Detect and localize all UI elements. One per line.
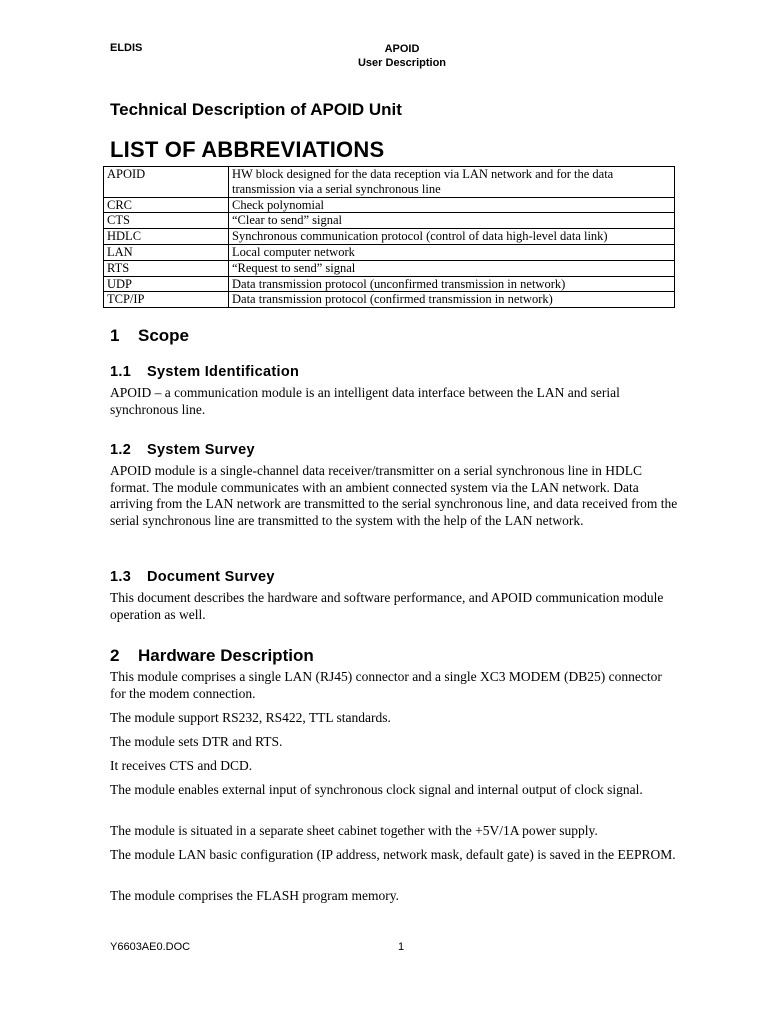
section-number: 1.1 (110, 364, 132, 380)
section-title: System Identification (147, 364, 300, 380)
abbr-definition: Check polynomial (229, 197, 675, 213)
footer-filename: Y6603AE0.DOC (110, 941, 191, 953)
page-number: 1 (398, 941, 405, 953)
section-title: System Survey (147, 442, 255, 458)
header-document-info (300, 42, 504, 70)
header-subtitle: User Description (357, 57, 447, 69)
hardware-paragraph: The module sets DTR and RTS. (110, 734, 283, 749)
section-1-heading (110, 326, 189, 346)
section-1-3-heading (110, 569, 275, 585)
table-row (104, 276, 675, 292)
abbr-term: LAN (104, 244, 229, 260)
abbr-term: TCP/IP (104, 292, 229, 308)
section-number: 2 (110, 646, 120, 665)
hardware-paragraph: The module comprises the FLASH program memory. (110, 888, 399, 903)
section-title: Document Survey (147, 569, 275, 585)
hardware-paragraph: It receives CTS and DCD. (110, 758, 253, 773)
table-row (104, 197, 675, 213)
hardware-paragraph: The module is situated in a separate sheet cabinet together with the +5V/1A power supply. (110, 823, 598, 838)
abbreviations-table (103, 166, 675, 308)
section-1-2-text: APOID module is a single-channel data receiver/transmitter on a serial synchronous line in HDLC format. The module communicates with an ambient connected system via the LAN network. Data arriving from the LAN network are transmitted to the serial synchronous line, and data received from the serial synchronous line are transmitted to the system with the help of the LAN network. (110, 463, 678, 528)
abbr-definition: “Request to send” signal (229, 260, 675, 276)
hardware-paragraph: This module comprises a single LAN (RJ45) connector and a single XC3 MODEM (DB25) connector for the modem connection. (110, 669, 662, 701)
abbr-term: APOID (104, 167, 229, 198)
header-company: ELDIS (110, 42, 143, 54)
section-1-1-heading (110, 364, 299, 380)
table-row (104, 229, 675, 245)
hardware-paragraph: The module support RS232, RS422, TTL standards. (110, 710, 391, 725)
table-row (104, 244, 675, 260)
abbr-term: CTS (104, 213, 229, 229)
document-title: Technical Description of APOID Unit (110, 100, 402, 119)
section-number: 1.3 (110, 569, 132, 585)
section-number: 1 (110, 326, 120, 345)
section-2-heading (110, 646, 314, 666)
section-title: Scope (138, 326, 190, 345)
abbr-definition: HW block designed for the data reception via LAN network and for the data transmission via a serial synchronous line (229, 167, 675, 198)
section-1-1-text: APOID – a communication module is an intelligent data interface between the LAN and serial synchronous line. (110, 385, 620, 417)
table-row (104, 213, 675, 229)
abbr-definition: Data transmission protocol (unconfirmed transmission in network) (229, 276, 675, 292)
abbreviations-heading: LIST OF ABBREVIATIONS (110, 137, 385, 162)
abbr-term: RTS (104, 260, 229, 276)
table-row (104, 292, 675, 308)
abbr-term: UDP (104, 276, 229, 292)
section-title: Hardware Description (138, 646, 314, 665)
abbr-term: HDLC (104, 229, 229, 245)
hardware-paragraph: The module enables external input of synchronous clock signal and internal output of clock signal. (110, 782, 643, 797)
table-row (104, 260, 675, 276)
abbr-definition: Synchronous communication protocol (control of data high-level data link) (229, 229, 675, 245)
table-row (104, 167, 675, 198)
abbr-term: CRC (104, 197, 229, 213)
section-1-3-text: This document describes the hardware and software performance, and APOID communication module operation as well. (110, 590, 664, 622)
abbr-definition: “Clear to send” signal (229, 213, 675, 229)
header-product: APOID (384, 43, 420, 55)
hardware-paragraph: The module LAN basic configuration (IP address, network mask, default gate) is saved in the EEPROM. (110, 847, 676, 862)
section-1-2-heading (110, 442, 255, 458)
section-number: 1.2 (110, 442, 132, 458)
abbr-definition: Data transmission protocol (confirmed transmission in network) (229, 292, 675, 308)
abbr-definition: Local computer network (229, 244, 675, 260)
